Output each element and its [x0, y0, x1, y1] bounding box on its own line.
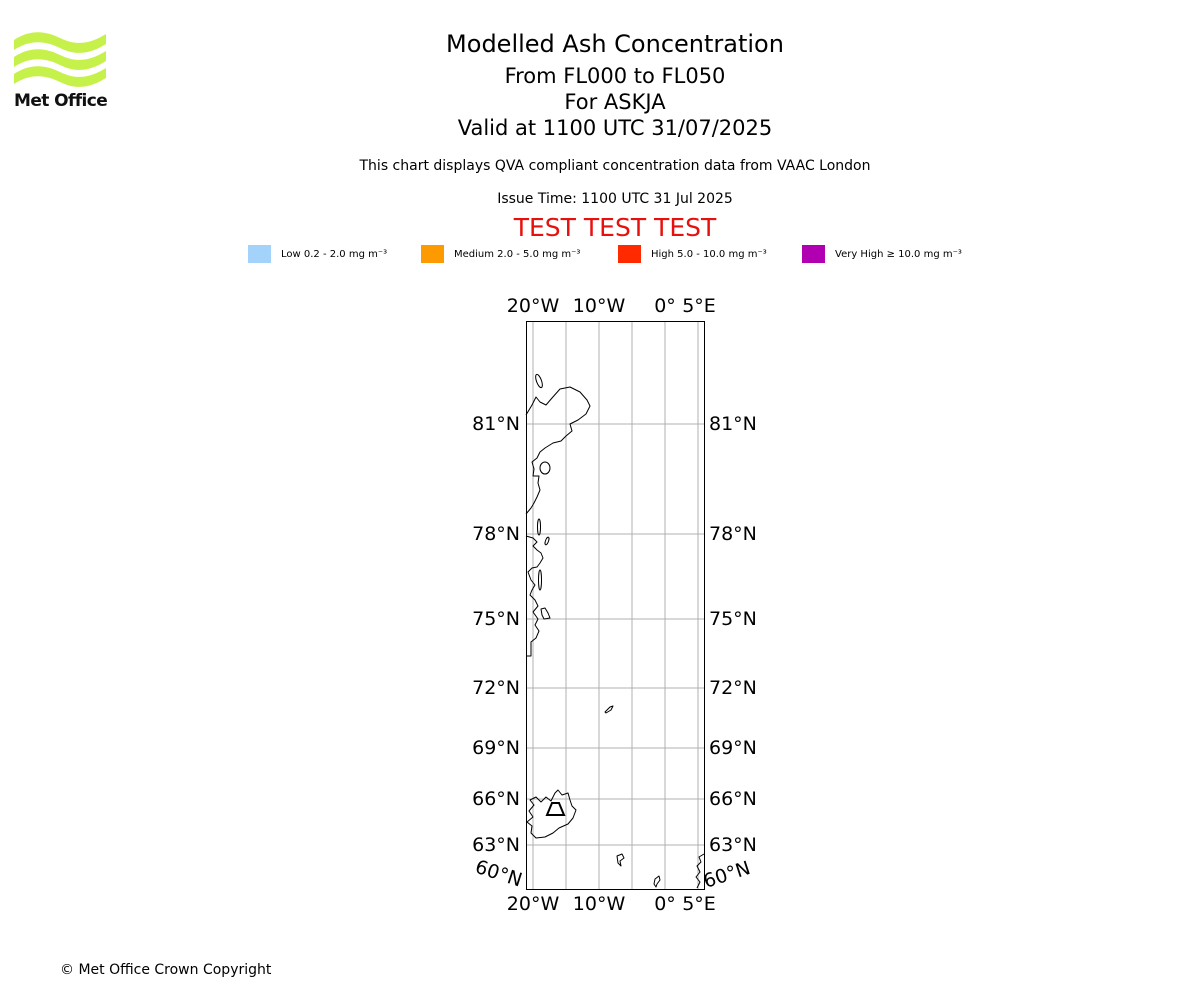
- lat-label-right-69n: 69°N: [709, 737, 757, 759]
- legend-label-medium: Medium 2.0 - 5.0 mg m⁻³: [454, 248, 581, 260]
- greenland-coast: [526, 387, 590, 514]
- volcano-name: For ASKJA: [564, 90, 666, 114]
- faroe-islands: [617, 854, 624, 866]
- lat-label-left-78n: 78°N: [472, 523, 520, 545]
- legend-label-high: High 5.0 - 10.0 mg m⁻³: [651, 248, 767, 260]
- chart-title: Modelled Ash Concentration: [446, 30, 784, 58]
- lat-label-right-81n: 81°N: [709, 413, 757, 435]
- lon-label-bottom-10w: 10°W: [572, 893, 626, 915]
- legend-label-low: Low 0.2 - 2.0 mg m⁻³: [281, 248, 388, 260]
- lon-label-top-10w: 10°W: [572, 295, 626, 317]
- jan-mayen: [605, 706, 613, 713]
- lat-label-right-60n: 60°N: [700, 857, 754, 893]
- copyright-notice: © Met Office Crown Copyright: [60, 962, 272, 978]
- lat-label-left-63n: 63°N: [472, 834, 520, 856]
- island-greenland-small: [540, 462, 550, 474]
- greenland-inlet: [541, 608, 550, 619]
- lon-label-top-5e: 5°E: [682, 295, 716, 317]
- lat-label-left-72n: 72°N: [472, 677, 520, 699]
- lon-label-top-0: 0°: [654, 295, 676, 317]
- lon-label-bottom-0: 0°: [654, 893, 676, 915]
- lat-label-right-66n: 66°N: [709, 788, 757, 810]
- lat-label-right-78n: 78°N: [709, 523, 757, 545]
- volcano-marker-icon: [547, 803, 564, 815]
- lat-label-right-75n: 75°N: [709, 608, 757, 630]
- logo-text: Met Office: [14, 91, 108, 111]
- island-ne-greenland: [534, 374, 543, 389]
- lon-label-top-20w: 20°W: [506, 295, 560, 317]
- lat-label-left-66n: 66°N: [472, 788, 520, 810]
- chart-description: This chart displays QVA compliant concentration data from VAAC London: [359, 158, 871, 174]
- island-greenland-thin: [538, 519, 541, 535]
- lat-label-right-72n: 72°N: [709, 677, 757, 699]
- lat-label-right-63n: 63°N: [709, 834, 757, 856]
- flight-level-range: From FL000 to FL050: [504, 64, 726, 88]
- lat-label-left-69n: 69°N: [472, 737, 520, 759]
- issue-time: Issue Time: 1100 UTC 31 Jul 2025: [497, 191, 733, 207]
- island-greenland-coastal: [539, 570, 542, 590]
- greenland-coast-lower: [526, 536, 543, 656]
- lon-label-bottom-20w: 20°W: [506, 893, 560, 915]
- lat-label-left-81n: 81°N: [472, 413, 520, 435]
- map-frame: [527, 322, 705, 890]
- valid-time: Valid at 1100 UTC 31/07/2025: [457, 116, 773, 140]
- shetland-islands: [654, 876, 660, 887]
- lon-label-bottom-5e: 5°E: [682, 893, 716, 915]
- lat-label-left-60n: 60°N: [472, 855, 525, 892]
- lat-label-left-75n: 75°N: [472, 608, 520, 630]
- legend-label-very-high: Very High ≥ 10.0 mg m⁻³: [835, 248, 962, 260]
- coastlines: [526, 374, 704, 888]
- test-banner: TEST TEST TEST: [513, 213, 717, 242]
- island-greenland-tiny: [544, 537, 550, 546]
